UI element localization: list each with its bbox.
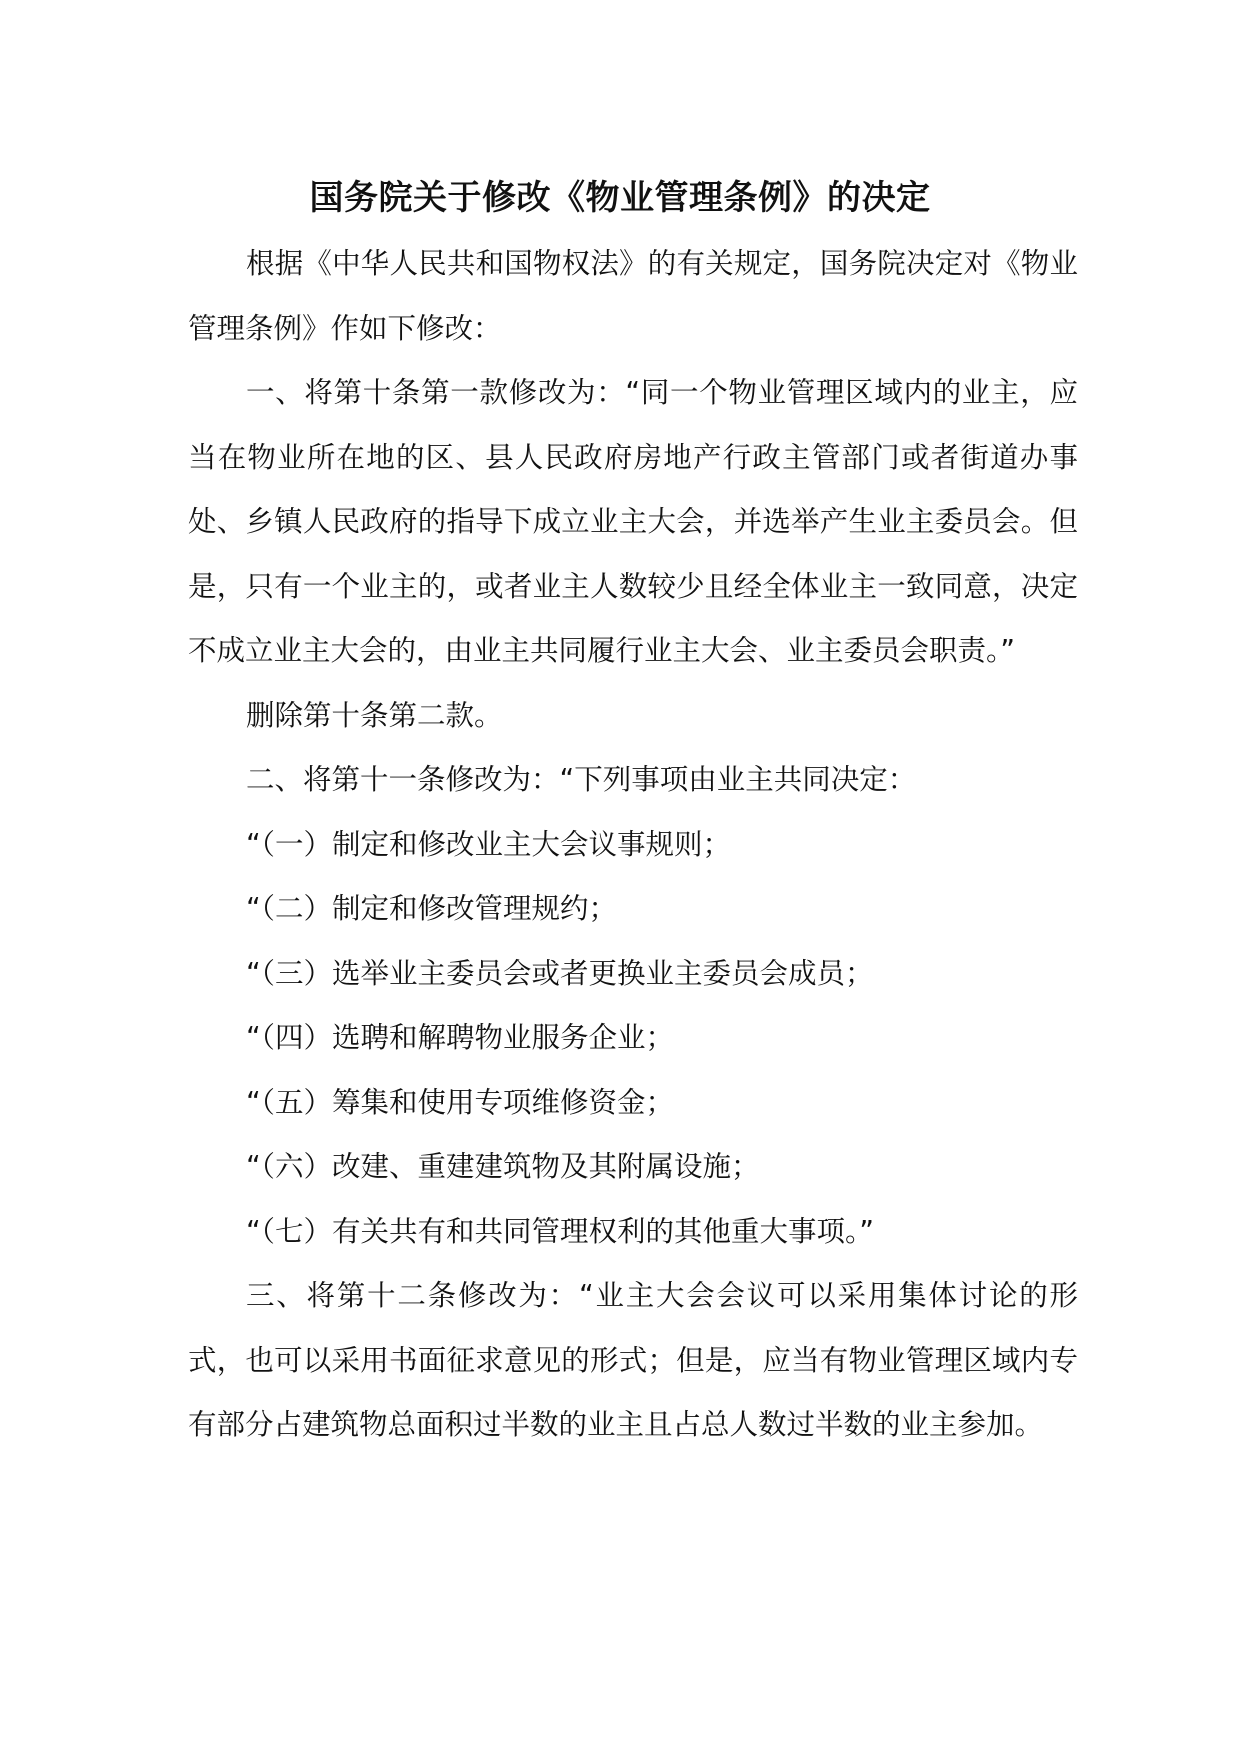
document-body [188,232,1078,1458]
paragraph-intro: 根据《中华人民共和国物权法》的有关规定，国务院决定对《物业管理条例》作如下修改： [188,247,1078,345]
list-item-3: “（三）选举业主委员会或者更换业主委员会成员； [246,956,874,990]
list-item-6: “（六）改建、重建建筑物及其附属设施； [246,1150,760,1183]
list-item-4: “（四）选聘和解聘物业服务企业； [246,1021,675,1054]
document-title: 国务院关于修改《物业管理条例》的决定 [309,178,931,218]
list-item-1: “（一）制定和修改业主大会议事规则； [246,827,732,861]
list-item-5: “（五）筹集和使用专项维修资金； [246,1085,675,1119]
paragraph-delete-clause: 删除第十条第二款。 [246,698,503,732]
paragraph-article-1: 一、将第十条第一款修改为：“同一个物业管理区域内的业主，应当在物业所在地的区、县人民政府房地产行政主管部门或者街道办事处、乡镇人民政府的指导下成立业主大会，并选举产生业主委员会。但是，只有一个业主的，或者业主人数较少且经全体业主一致同意，决定不成立业主大会的，由业主共同履行业主大会、业主委员会职责。” [188,376,1078,667]
paragraph-article-3: 三、将第十二条修改为：“业主大会会议可以采用集体讨论的形式，也可以采用书面征求意见的形式；但是，应当有物业管理区域内专有部分占建筑物总面积过半数的业主且占总人数过半数的业主参加。 [188,1279,1078,1441]
list-item-7: “（七）有关共有和共同管理权利的其他重大事项。” [246,1214,875,1248]
list-item-2: “（二）制定和修改管理规约； [246,892,618,925]
paragraph-article-2: 二、将第十一条修改为：“下列事项由业主共同决定： [246,763,917,796]
